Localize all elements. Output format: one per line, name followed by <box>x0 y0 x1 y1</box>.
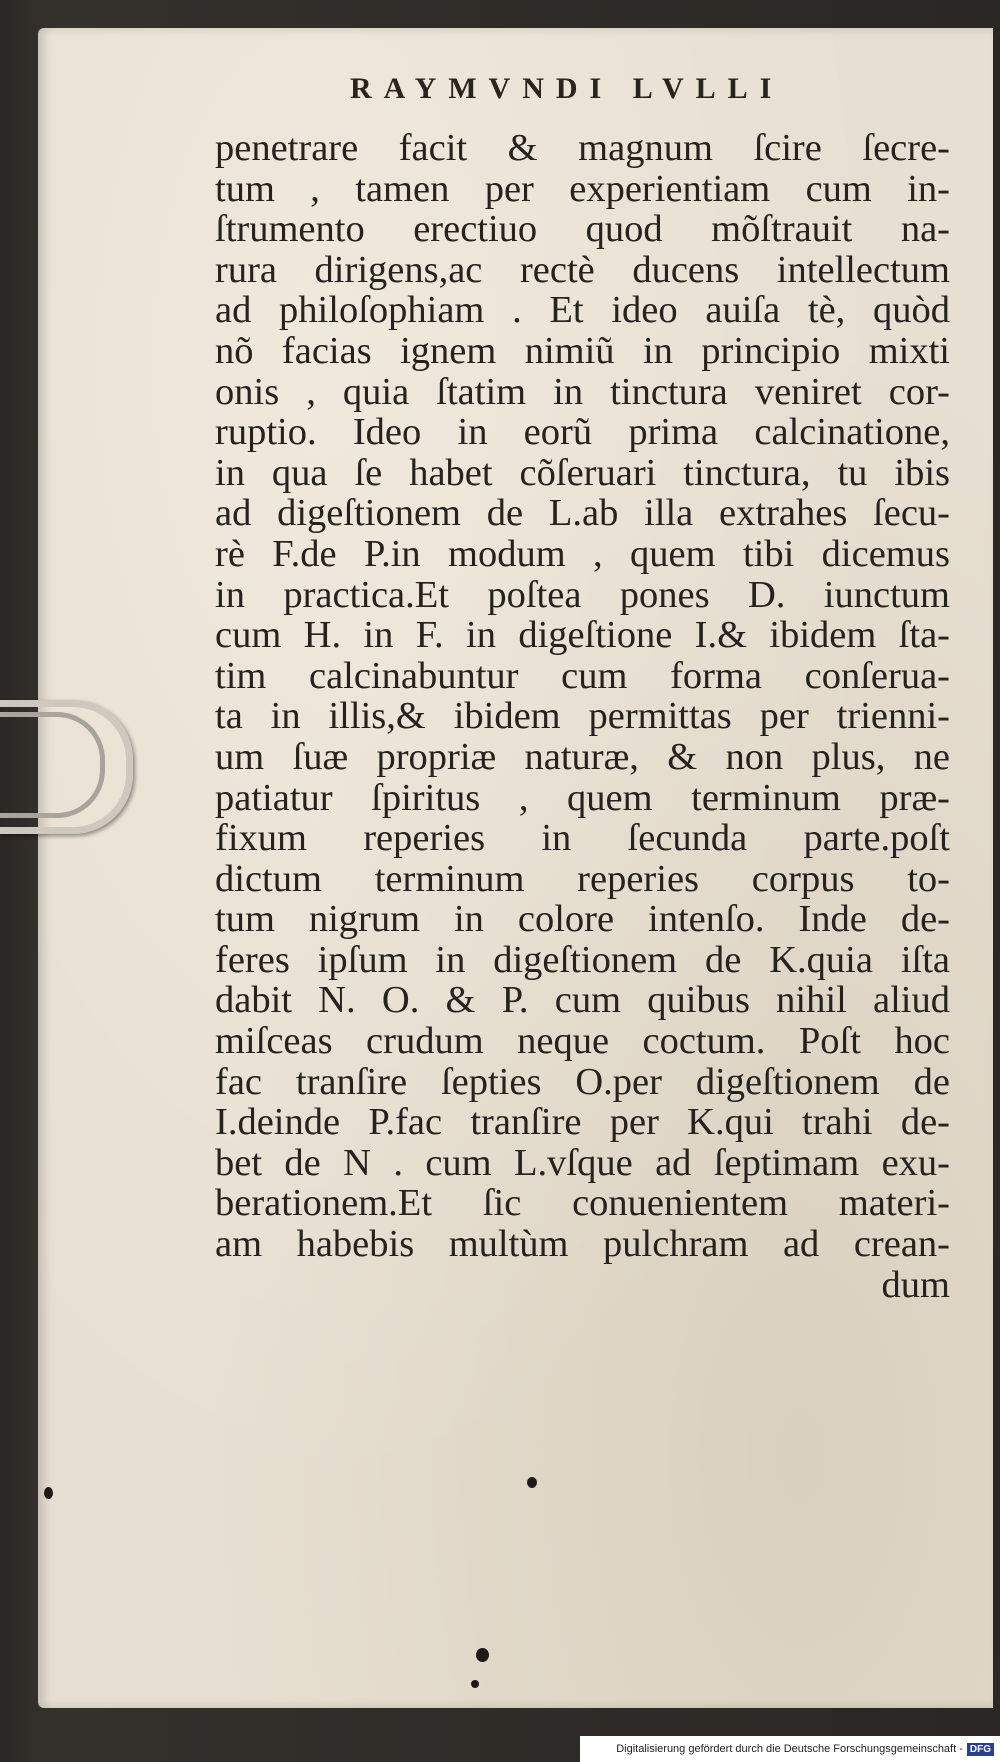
text-line: in practica.Et poſtea pones D. iunctum <box>215 573 950 616</box>
text-line: dabit N. O. & P. cum quibus nihil aliud <box>215 979 950 1022</box>
text-line: fac tranſire ſepties O.per digeſtionem de <box>215 1060 950 1103</box>
text-line: tum , tamen per experientiam cum in- <box>215 167 950 210</box>
ink-spot <box>527 1477 537 1488</box>
text-line: I.deinde P.fac tranſire per K.qui trahi de- <box>215 1101 950 1144</box>
text-line: ad philoſophiam . Et ideo auiſa tè, quòd <box>215 289 950 332</box>
body-text <box>215 128 950 1305</box>
ink-spot <box>476 1648 489 1662</box>
text-line: fixum reperies in ſecunda parte.poſt <box>215 817 950 860</box>
text-line: dum <box>881 1263 950 1306</box>
text-line: am habebis multùm pulchram ad crean- <box>215 1223 950 1266</box>
text-line: dictum terminum reperies corpus to- <box>215 857 950 900</box>
text-line: penetrare facit & magnum ſcire ſecre- <box>215 127 950 169</box>
text-line: onis , quia ſtatim in tinctura veniret cor- <box>215 370 950 413</box>
text-line: tum nigrum in colore intenſo. Inde de- <box>215 898 950 941</box>
text-line: patiatur ſpiritus , quem terminum præ- <box>215 776 950 819</box>
text-line: tim calcinabuntur cum forma conſerua- <box>215 654 950 697</box>
text-line: ta in illis,& ibidem permittas per trienni- <box>215 695 950 738</box>
ink-spot <box>471 1680 479 1688</box>
text-line: rura dirigens,ac rectè ducens intellectum <box>215 248 950 291</box>
credit-text: Digitalisierung gefördert durch die Deutsche Forschungsgemeinschaft - <box>616 1743 963 1755</box>
running-head: RAYMVNDI LVLLI <box>350 72 784 105</box>
text-line: cum H. in F. in digeſtione I.& ibidem ſta- <box>215 614 950 657</box>
text-line: berationem.Et ſic conuenientem materi- <box>215 1182 950 1225</box>
text-line: nõ facias ignem nimiũ in principio mixti <box>215 329 950 372</box>
text-line: feres ipſum in digeſtionem de K.quia iſta <box>215 938 950 981</box>
text-line: in qua ſe habet cõſeruari tinctura, tu ibis <box>215 451 950 494</box>
text-line: miſceas crudum neque coctum. Poſt hoc <box>215 1020 950 1063</box>
text-line: um ſuæ propriæ naturæ, & non plus, ne <box>215 735 950 778</box>
digitization-credit <box>580 1736 1000 1762</box>
text-line: bet de N . cum L.vſque ad ſeptimam exu- <box>215 1141 950 1184</box>
text-line: ſtrumento erectiuo quod mõſtrauit na- <box>215 208 950 251</box>
text-line: ruptio. Ideo in eorũ prima calcinatione, <box>215 411 950 454</box>
ink-spot <box>44 1487 53 1499</box>
text-line: ad digeſtionem de L.ab illa extrahes ſecu- <box>215 492 950 535</box>
paper-clip-inner-loop <box>0 712 105 818</box>
dfg-logo: DFG <box>967 1743 994 1756</box>
text-line: rè F.de P.in modum , quem tibi dicemus <box>215 532 950 575</box>
